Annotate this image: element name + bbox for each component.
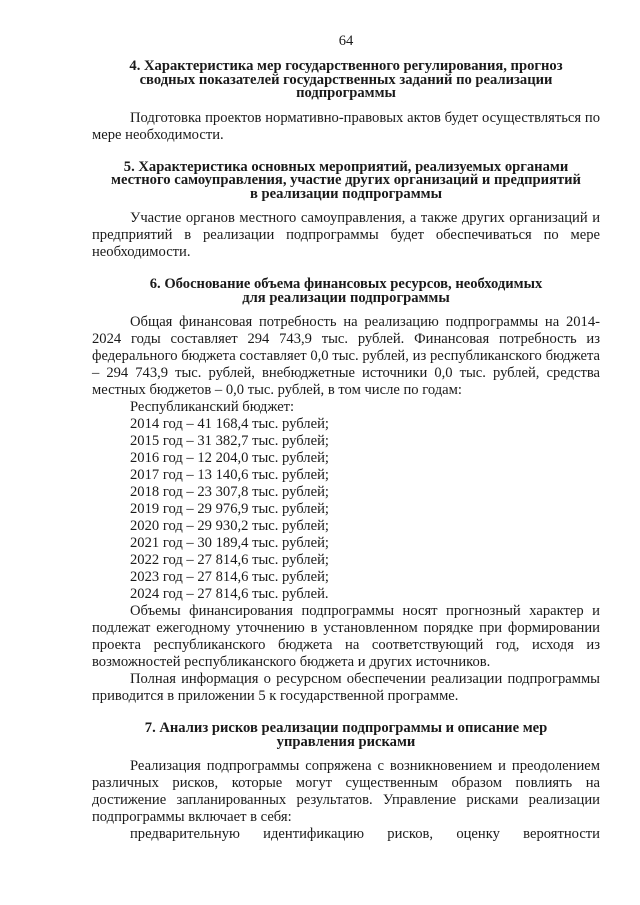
section-6-paragraph-2: Объемы финансирования подпрограммы носят прогнозный характер и подлежат ежегодному уточнению в установленном порядке при формировании проекта республиканского бюджета на соответствующий год, исходя из возможностей республиканского бюджета и других источников. <box>92 603 600 670</box>
section-7-paragraph-1: Реализация подпрограммы сопряжена с возникновением и преодолением различных рисков, которые могут существенным образом повлиять на достижение запланированных результатов. Управление рисками реализации подпрограммы включает в себя: <box>92 758 600 825</box>
budget-year-item: 2018 год – 23 307,8 тыс. рублей; <box>130 484 329 500</box>
section-5-paragraph: Участие органов местного самоуправления, а также других организаций и предприятий в реализации подпрограммы будет обеспечиваться по мере необходимости. <box>92 210 600 260</box>
section-4-heading-line-3: подпрограммы <box>296 85 396 101</box>
section-5-heading-line-1: 5. Характеристика основных мероприятий, реализуемых органами <box>123 158 569 175</box>
section-4-paragraph: Подготовка проектов нормативно-правовых актов будет осуществляться по мере необходимости. <box>92 109 600 143</box>
budget-year-item: 2017 год – 13 140,6 тыс. рублей; <box>130 467 329 483</box>
page-number: 64 <box>338 33 354 49</box>
section-5-heading <box>92 158 600 202</box>
budget-year-item: 2024 год – 27 814,6 тыс. рублей. <box>130 586 329 602</box>
section-5-heading-line-2: местного самоуправления, участие других организаций и предприятий <box>111 172 581 188</box>
budget-year-item: 2019 год – 29 976,9 тыс. рублей; <box>130 501 329 517</box>
section-4-heading-line-2: сводных показателей государственных заданий по реализации <box>139 71 553 88</box>
section-5-heading-line-3: в реализации подпрограммы <box>250 185 442 202</box>
section-7-heading-line-1: 7. Анализ рисков реализации подпрограммы и описание мер <box>144 720 548 736</box>
section-6-heading <box>92 278 600 305</box>
budget-year-item: 2015 год – 31 382,7 тыс. рублей; <box>130 433 329 449</box>
section-7-paragraph-2: предварительную идентификацию рисков, оценку вероятности <box>130 826 600 842</box>
section-6-heading-line-2: для реализации подпрограммы <box>242 289 450 306</box>
budget-year-list <box>92 416 600 603</box>
budget-year-item: 2022 год – 27 814,6 тыс. рублей; <box>130 552 329 568</box>
section-6-heading-line-1: 6. Обоснование объема финансовых ресурсов, необходимых <box>149 276 543 292</box>
budget-year-item: 2016 год – 12 204,0 тыс. рублей; <box>130 450 329 466</box>
budget-year-item: 2014 год – 41 168,4 тыс. рублей; <box>130 416 329 432</box>
section-6-paragraph-1: Общая финансовая потребность на реализацию подпрограммы на 2014-2024 годы составляет 294 743,9 тыс. рублей. Финансовая потребность из федерального бюджета составляет 0,0 тыс. рублей, из республиканского бюджета – 294 743,9 тыс. рублей, внебюджетные источники 0,0 тыс. рублей, средства местных бюджетов – 0,0 тыс. рублей, в том числе по годам: <box>92 314 600 398</box>
budget-year-item: 2020 год – 29 930,2 тыс. рублей; <box>130 518 329 534</box>
section-4-heading-line-1: 4. Характеристика мер государственного регулирования, прогноз <box>129 58 563 74</box>
section-4-heading <box>92 60 600 101</box>
budget-year-item: 2023 год – 27 814,6 тыс. рублей; <box>130 569 329 585</box>
budget-year-item: 2021 год – 30 189,4 тыс. рублей; <box>130 535 329 551</box>
section-7-heading-line-2: управления рисками <box>276 733 416 750</box>
budget-label: Республиканский бюджет: <box>130 399 295 415</box>
section-6-paragraph-3: Полная информация о ресурсном обеспечении реализации подпрограммы приводится в приложении 5 к государственной программе. <box>92 671 600 704</box>
section-7-heading <box>92 722 600 749</box>
